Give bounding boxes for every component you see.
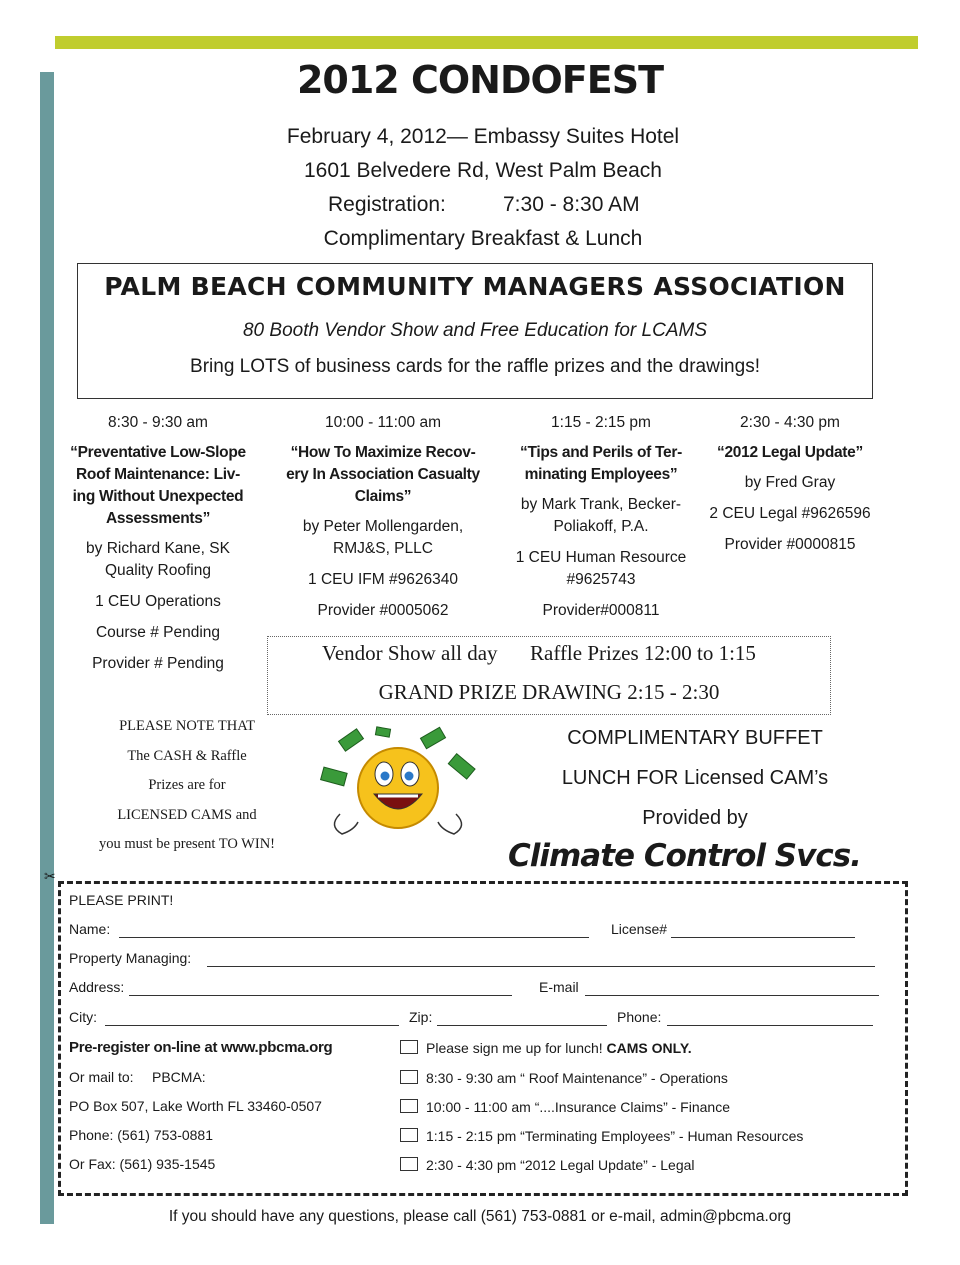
session-column-4 bbox=[700, 412, 880, 565]
session-title: “How To Maximize Recov-ery In Association Casualty Claims” bbox=[286, 444, 480, 505]
address-label: Address: bbox=[69, 979, 125, 995]
raffle-note-line: LICENSED CAMS and bbox=[117, 806, 257, 823]
session-2-option: 10:00 - 11:00 am “....Insurance Claims” - Finance bbox=[426, 1099, 730, 1115]
association-box bbox=[77, 263, 873, 399]
session-time: 1:15 - 2:15 pm bbox=[551, 414, 651, 431]
session-speaker: by Mark Trank, Becker-Poliakoff, P.A. bbox=[520, 496, 682, 535]
license-label: License# bbox=[611, 921, 668, 937]
session-1-option: 8:30 - 9:30 am “ Roof Maintenance” - Operations bbox=[426, 1070, 728, 1086]
cams-only-label: CAMS ONLY. bbox=[606, 1040, 692, 1056]
association-subtitle: 80 Booth Vendor Show and Free Education for LCAMS bbox=[242, 320, 707, 341]
session-provider: Provider #0000815 bbox=[724, 536, 856, 553]
session-ceu: 2 CEU Legal #9626596 bbox=[709, 505, 871, 522]
registration-form bbox=[58, 881, 908, 1196]
event-date-venue: February 4, 2012— Embassy Suites Hotel bbox=[286, 125, 680, 148]
license-field[interactable] bbox=[671, 937, 855, 938]
session-column-3 bbox=[510, 412, 692, 631]
registration-label: Registration: bbox=[328, 193, 446, 216]
association-note: Bring LOTS of business cards for the raffle prizes and the drawings! bbox=[190, 356, 760, 377]
session-column-2 bbox=[283, 412, 483, 631]
raffle-note-line: you must be present TO WIN! bbox=[99, 836, 275, 852]
zip-label: Zip: bbox=[409, 1009, 433, 1025]
smiley-money-icon bbox=[318, 726, 478, 846]
address-field[interactable] bbox=[129, 995, 512, 996]
top-accent-bar bbox=[55, 36, 918, 49]
sponsor-logo-text: Climate Control Svcs. bbox=[508, 838, 861, 874]
raffle-note-line: Prizes are for bbox=[148, 777, 226, 793]
session-title: “Tips and Perils of Ter-minating Employees” bbox=[520, 444, 682, 483]
email-label: E-mail bbox=[539, 979, 579, 995]
please-print-label: PLEASE PRINT! bbox=[69, 892, 174, 908]
name-label: Name: bbox=[69, 921, 111, 937]
raffle-note bbox=[82, 712, 292, 860]
meals-note: Complimentary Breakfast & Lunch bbox=[323, 227, 643, 250]
session-ceu: 1 CEU IFM #9626340 bbox=[308, 571, 458, 588]
session-4-checkbox[interactable] bbox=[400, 1157, 418, 1171]
footer-contact: If you should have any questions, please call (561) 753-0881 or e-mail, admin@pbcma.org bbox=[168, 1208, 792, 1225]
preregister-link[interactable]: Pre-register on-line at www.pbcma.org bbox=[69, 1039, 333, 1056]
property-label: Property Managing: bbox=[69, 950, 192, 966]
phone-label: Phone: bbox=[617, 1009, 662, 1025]
session-title: “Preventative Low-Slope Roof Maintenance: Liv-ing Without Unexpected Assessments” bbox=[70, 444, 246, 527]
session-speaker: by Richard Kane, SK Quality Roofing bbox=[86, 540, 230, 579]
name-field[interactable] bbox=[119, 937, 589, 938]
lunch-checkbox[interactable] bbox=[400, 1040, 418, 1054]
session-4-option: 2:30 - 4:30 pm “2012 Legal Update” - Legal bbox=[426, 1157, 695, 1173]
session-column-1 bbox=[66, 412, 250, 684]
buffet-line: COMPLIMENTARY BUFFET bbox=[567, 727, 823, 749]
session-3-option: 1:15 - 2:15 pm “Terminating Employees” - Human Resources bbox=[426, 1128, 804, 1144]
session-ceu: 1 CEU Operations bbox=[95, 593, 221, 610]
page-title: 2012 CONDOFEST bbox=[296, 58, 664, 102]
mail-address: PO Box 507, Lake Worth FL 33460-0507 bbox=[69, 1098, 322, 1114]
raffle-prizes-text: Raffle Prizes 12:00 to 1:15 bbox=[530, 641, 756, 665]
session-3-checkbox[interactable] bbox=[400, 1128, 418, 1142]
phone-field[interactable] bbox=[667, 1025, 873, 1026]
event-address: 1601 Belvedere Rd, West Palm Beach bbox=[304, 159, 662, 182]
vendor-show-text: Vendor Show all day bbox=[322, 641, 498, 665]
property-field[interactable] bbox=[207, 966, 875, 967]
association-name: PALM BEACH COMMUNITY MANAGERS ASSOCIATION bbox=[104, 272, 846, 301]
session-time: 10:00 - 11:00 am bbox=[324, 414, 442, 431]
session-provider: Provider # Pending bbox=[92, 655, 224, 672]
buffet-line: LUNCH FOR Licensed CAM’s bbox=[561, 767, 829, 789]
mail-org: PBCMA: bbox=[152, 1069, 206, 1085]
lunch-option bbox=[426, 1040, 692, 1056]
session-ceu: 1 CEU Human Resource #9625743 bbox=[515, 549, 687, 588]
vendor-show-box bbox=[267, 636, 831, 715]
phone-number: Phone: (561) 753-0881 bbox=[69, 1127, 213, 1143]
session-2-checkbox[interactable] bbox=[400, 1099, 418, 1113]
registration-time: 7:30 - 8:30 AM bbox=[503, 193, 640, 216]
session-provider: Provider #0005062 bbox=[317, 602, 449, 619]
buffet-line: Provided by bbox=[642, 807, 748, 829]
city-field[interactable] bbox=[105, 1025, 399, 1026]
session-provider: Provider#000811 bbox=[542, 602, 660, 619]
session-course: Course # Pending bbox=[95, 624, 221, 641]
buffet-note bbox=[530, 718, 860, 838]
session-title: “2012 Legal Update” bbox=[717, 444, 863, 461]
fax-number: Or Fax: (561) 935-1545 bbox=[69, 1156, 216, 1172]
session-time: 8:30 - 9:30 am bbox=[108, 414, 208, 431]
email-field[interactable] bbox=[585, 995, 879, 996]
raffle-note-line: PLEASE NOTE THAT bbox=[119, 718, 255, 734]
lunch-option-label: Please sign me up for lunch! bbox=[426, 1040, 603, 1056]
raffle-note-line: The CASH & Raffle bbox=[127, 747, 247, 764]
session-speaker: by Peter Mollengarden, RMJ&S, PLLC bbox=[302, 518, 464, 557]
scissors-icon: ✂ bbox=[44, 868, 56, 884]
session-speaker: by Fred Gray bbox=[744, 474, 836, 491]
session-time: 2:30 - 4:30 pm bbox=[740, 414, 840, 431]
city-label: City: bbox=[69, 1009, 97, 1025]
session-1-checkbox[interactable] bbox=[400, 1070, 418, 1084]
grand-prize-text: GRAND PRIZE DRAWING 2:15 - 2:30 bbox=[378, 680, 720, 704]
zip-field[interactable] bbox=[437, 1025, 607, 1026]
mail-label: Or mail to: bbox=[69, 1069, 134, 1085]
